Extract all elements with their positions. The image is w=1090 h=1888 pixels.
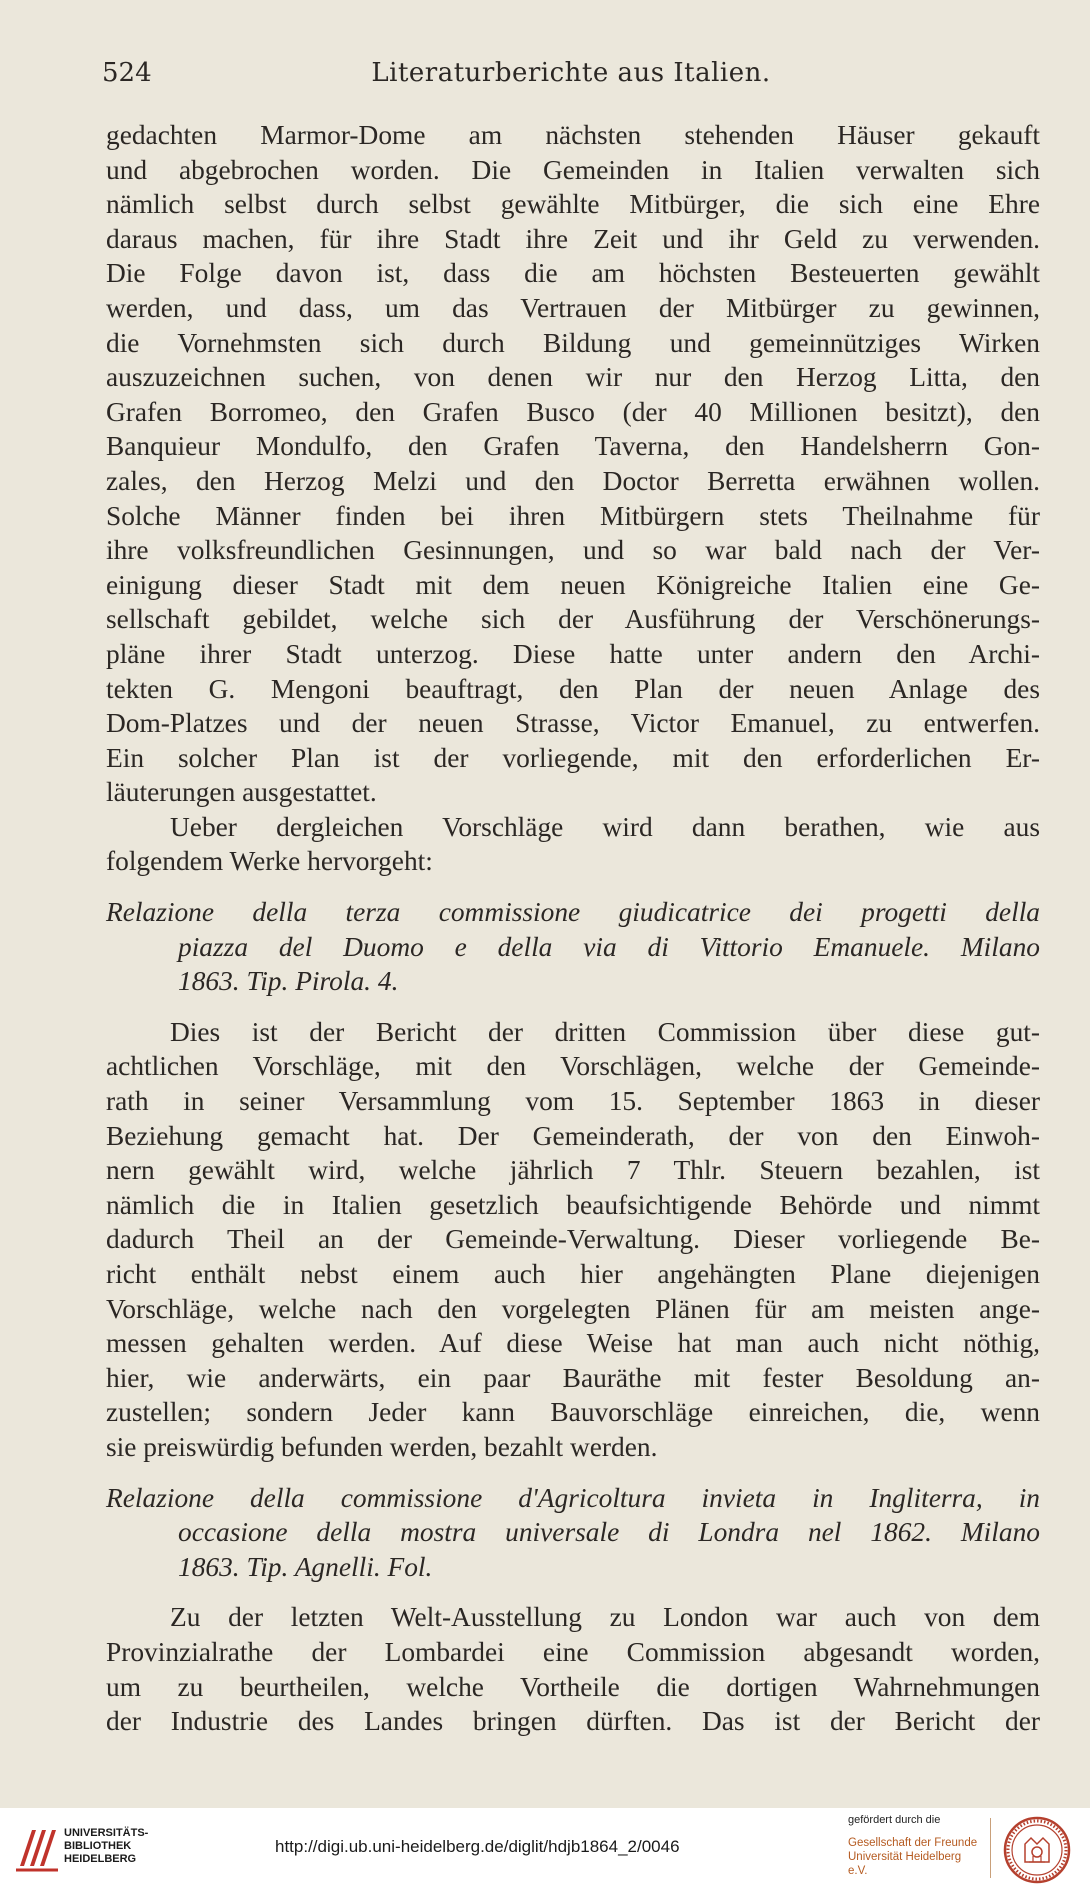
text-line: tekten G. Mengoni beauftragt, den Plan der neuen Anlage des bbox=[106, 673, 1040, 704]
text-line: Grafen Borromeo, den Grafen Busco (der 40 Millionen besitzt), den bbox=[106, 396, 1040, 427]
citation-line: 1863. Tip. Agnelli. Fol. bbox=[178, 1551, 433, 1582]
body-text bbox=[106, 118, 1040, 1739]
text-line: nämlich die in Italien gesetzlich beaufsichtigende Behörde und nimmt bbox=[106, 1189, 1040, 1220]
citation-line: 1863. Tip. Pirola. 4. bbox=[178, 966, 399, 997]
text-line: richt enthält nebst einem auch hier angehängten Plane diejenigen bbox=[106, 1259, 1040, 1289]
text-line: achtlichen Vorschläge, mit den Vorschlägen, welche der Gemeinde- bbox=[106, 1051, 1040, 1082]
text-line: Vorschläge, welche nach den vorgelegten Plänen für am meisten ange- bbox=[106, 1293, 1040, 1324]
text-line: Solche Männer finden bei ihren Mitbürgern stets Theilnahme für bbox=[106, 500, 1040, 531]
footer-divider bbox=[990, 1818, 991, 1878]
citation-line: occasione della mostra universale di Londra nel 1862. Milano bbox=[178, 1517, 1040, 1548]
text-line: nern gewählt wird, welche jährlich 7 Thlr. Steuern bezahlen, ist bbox=[106, 1155, 1040, 1186]
text-line: läuterungen ausgestattet. bbox=[106, 777, 377, 808]
library-name-line: UNIVERSITÄTS- bbox=[64, 1827, 149, 1839]
text-line: Ein solcher Plan ist der vorliegende, mit den erforderlichen Er- bbox=[106, 742, 1040, 773]
running-title: Literaturberichte aus Italien. bbox=[371, 58, 771, 88]
university-seal-icon bbox=[1003, 1816, 1071, 1884]
text-line: sie preiswürdig befunden werden, bezahlt werden. bbox=[106, 1431, 658, 1462]
text-line: um zu beurtheilen, welche Vortheile die dortigen Wahrnehmungen bbox=[106, 1671, 1040, 1702]
university-library-logo-icon bbox=[12, 1822, 62, 1874]
text-line: Dom-Platzes und der neuen Strasse, Victor Emanuel, zu entwerfen. bbox=[106, 708, 1040, 739]
text-line: werden, und dass, um das Vertrauen der Mitbürger zu gewinnen, bbox=[106, 292, 1040, 323]
text-line: Beziehung gemacht hat. Der Gemeinderath, der von den Einwoh- bbox=[106, 1120, 1040, 1151]
text-line: und abgebrochen worden. Die Gemeinden in Italien verwalten sich bbox=[106, 154, 1040, 185]
page-header bbox=[102, 58, 1040, 92]
text-line: messen gehalten werden. Auf diese Weise hat man auch nicht nöthig, bbox=[106, 1328, 1040, 1359]
text-line: Die Folge davon ist, dass die am höchsten Besteuerten gewählt bbox=[106, 258, 1040, 289]
page-number: 524 bbox=[102, 58, 152, 88]
text-line: gedachten Marmor-Dome am nächsten stehenden Häuser gekauft bbox=[106, 120, 1040, 150]
text-line: hier, wie anderwärts, ein paar Bauräthe mit fester Besoldung an- bbox=[106, 1362, 1040, 1393]
paragraph-2 bbox=[106, 810, 1040, 879]
text-line: Zu der letzten Welt-Ausstellung zu London war auch von dem bbox=[170, 1602, 1040, 1633]
text-line: Provinzialrathe der Lombardei eine Commission abgesandt worden, bbox=[106, 1636, 1040, 1667]
citation-line: Relazione della terza commissione giudicatrice dei progetti della bbox=[106, 897, 1040, 928]
paragraph-3 bbox=[106, 1015, 1040, 1465]
text-line: Dies ist der Bericht der dritten Commission über diese gut- bbox=[170, 1016, 1040, 1047]
text-line: nämlich selbst durch selbst gewählte Mitbürger, die sich eine Ehre bbox=[106, 189, 1040, 220]
citation-1 bbox=[106, 895, 1040, 999]
funded-by-label: gefördert durch die bbox=[848, 1814, 941, 1826]
text-line: folgendem Werke hervorgeht: bbox=[106, 846, 433, 877]
text-line: daraus machen, für ihre Stadt ihre Zeit und ihr Geld zu verwenden. bbox=[106, 223, 1040, 254]
permalink-url[interactable]: http://digi.ub.uni-heidelberg.de/diglit/hdjb1864_2/0046 bbox=[275, 1837, 680, 1856]
text-line: rath in seiner Versammlung vom 15. September 1863 in dieser bbox=[106, 1086, 1040, 1117]
text-line: sellschaft gebildet, welche sich der Ausführung der Verschönerungs- bbox=[106, 604, 1040, 635]
funding-note bbox=[848, 1814, 978, 1878]
paragraph-1 bbox=[106, 118, 1040, 810]
citation-line: piazza del Duomo e della via di Vittorio Emanuele. Milano bbox=[178, 931, 1040, 962]
digitization-footer bbox=[0, 1808, 1090, 1888]
text-line: dadurch Theil an der Gemeinde-Verwaltung. Dieser vorliegende Be- bbox=[106, 1224, 1040, 1255]
paragraph-4 bbox=[106, 1600, 1040, 1738]
text-line: auszuzeichnen suchen, von denen wir nur den Herzog Litta, den bbox=[106, 362, 1040, 393]
text-line: der Industrie des Landes bringen dürften. Das ist der Bericht der bbox=[106, 1706, 1040, 1737]
text-line: Ueber dergleichen Vorschläge wird dann berathen, wie aus bbox=[170, 811, 1040, 842]
text-line: ihre volksfreundlichen Gesinnungen, und so war bald nach der Ver- bbox=[106, 535, 1040, 566]
citation-2 bbox=[106, 1481, 1040, 1585]
society-name-line: Gesellschaft der Freunde bbox=[848, 1837, 978, 1849]
library-name-line: HEIDELBERG bbox=[64, 1853, 137, 1865]
text-line: zales, den Herzog Melzi und den Doctor Berretta erwähnen wollen. bbox=[106, 465, 1040, 496]
citation-line: Relazione della commissione d'Agricoltura invieta in Ingliterra, in bbox=[106, 1482, 1040, 1513]
text-line: die Vornehmsten sich durch Bildung und gemeinnütziges Wirken bbox=[106, 327, 1040, 358]
text-line: pläne ihrer Stadt unterzog. Diese hatte unter andern den Archi- bbox=[106, 638, 1040, 669]
library-name-line: BIBLIOTHEK bbox=[64, 1840, 132, 1852]
library-name bbox=[64, 1827, 148, 1866]
text-line: Banquieur Mondulfo, den Grafen Taverna, den Handelsherrn Gon- bbox=[106, 431, 1040, 462]
text-line: einigung dieser Stadt mit dem neuen Königreiche Italien eine Ge- bbox=[106, 569, 1040, 600]
text-line: zustellen; sondern Jeder kann Bauvorschläge einreichen, die, wenn bbox=[106, 1397, 1040, 1428]
society-name-line: Universität Heidelberg e.V. bbox=[848, 1851, 962, 1877]
